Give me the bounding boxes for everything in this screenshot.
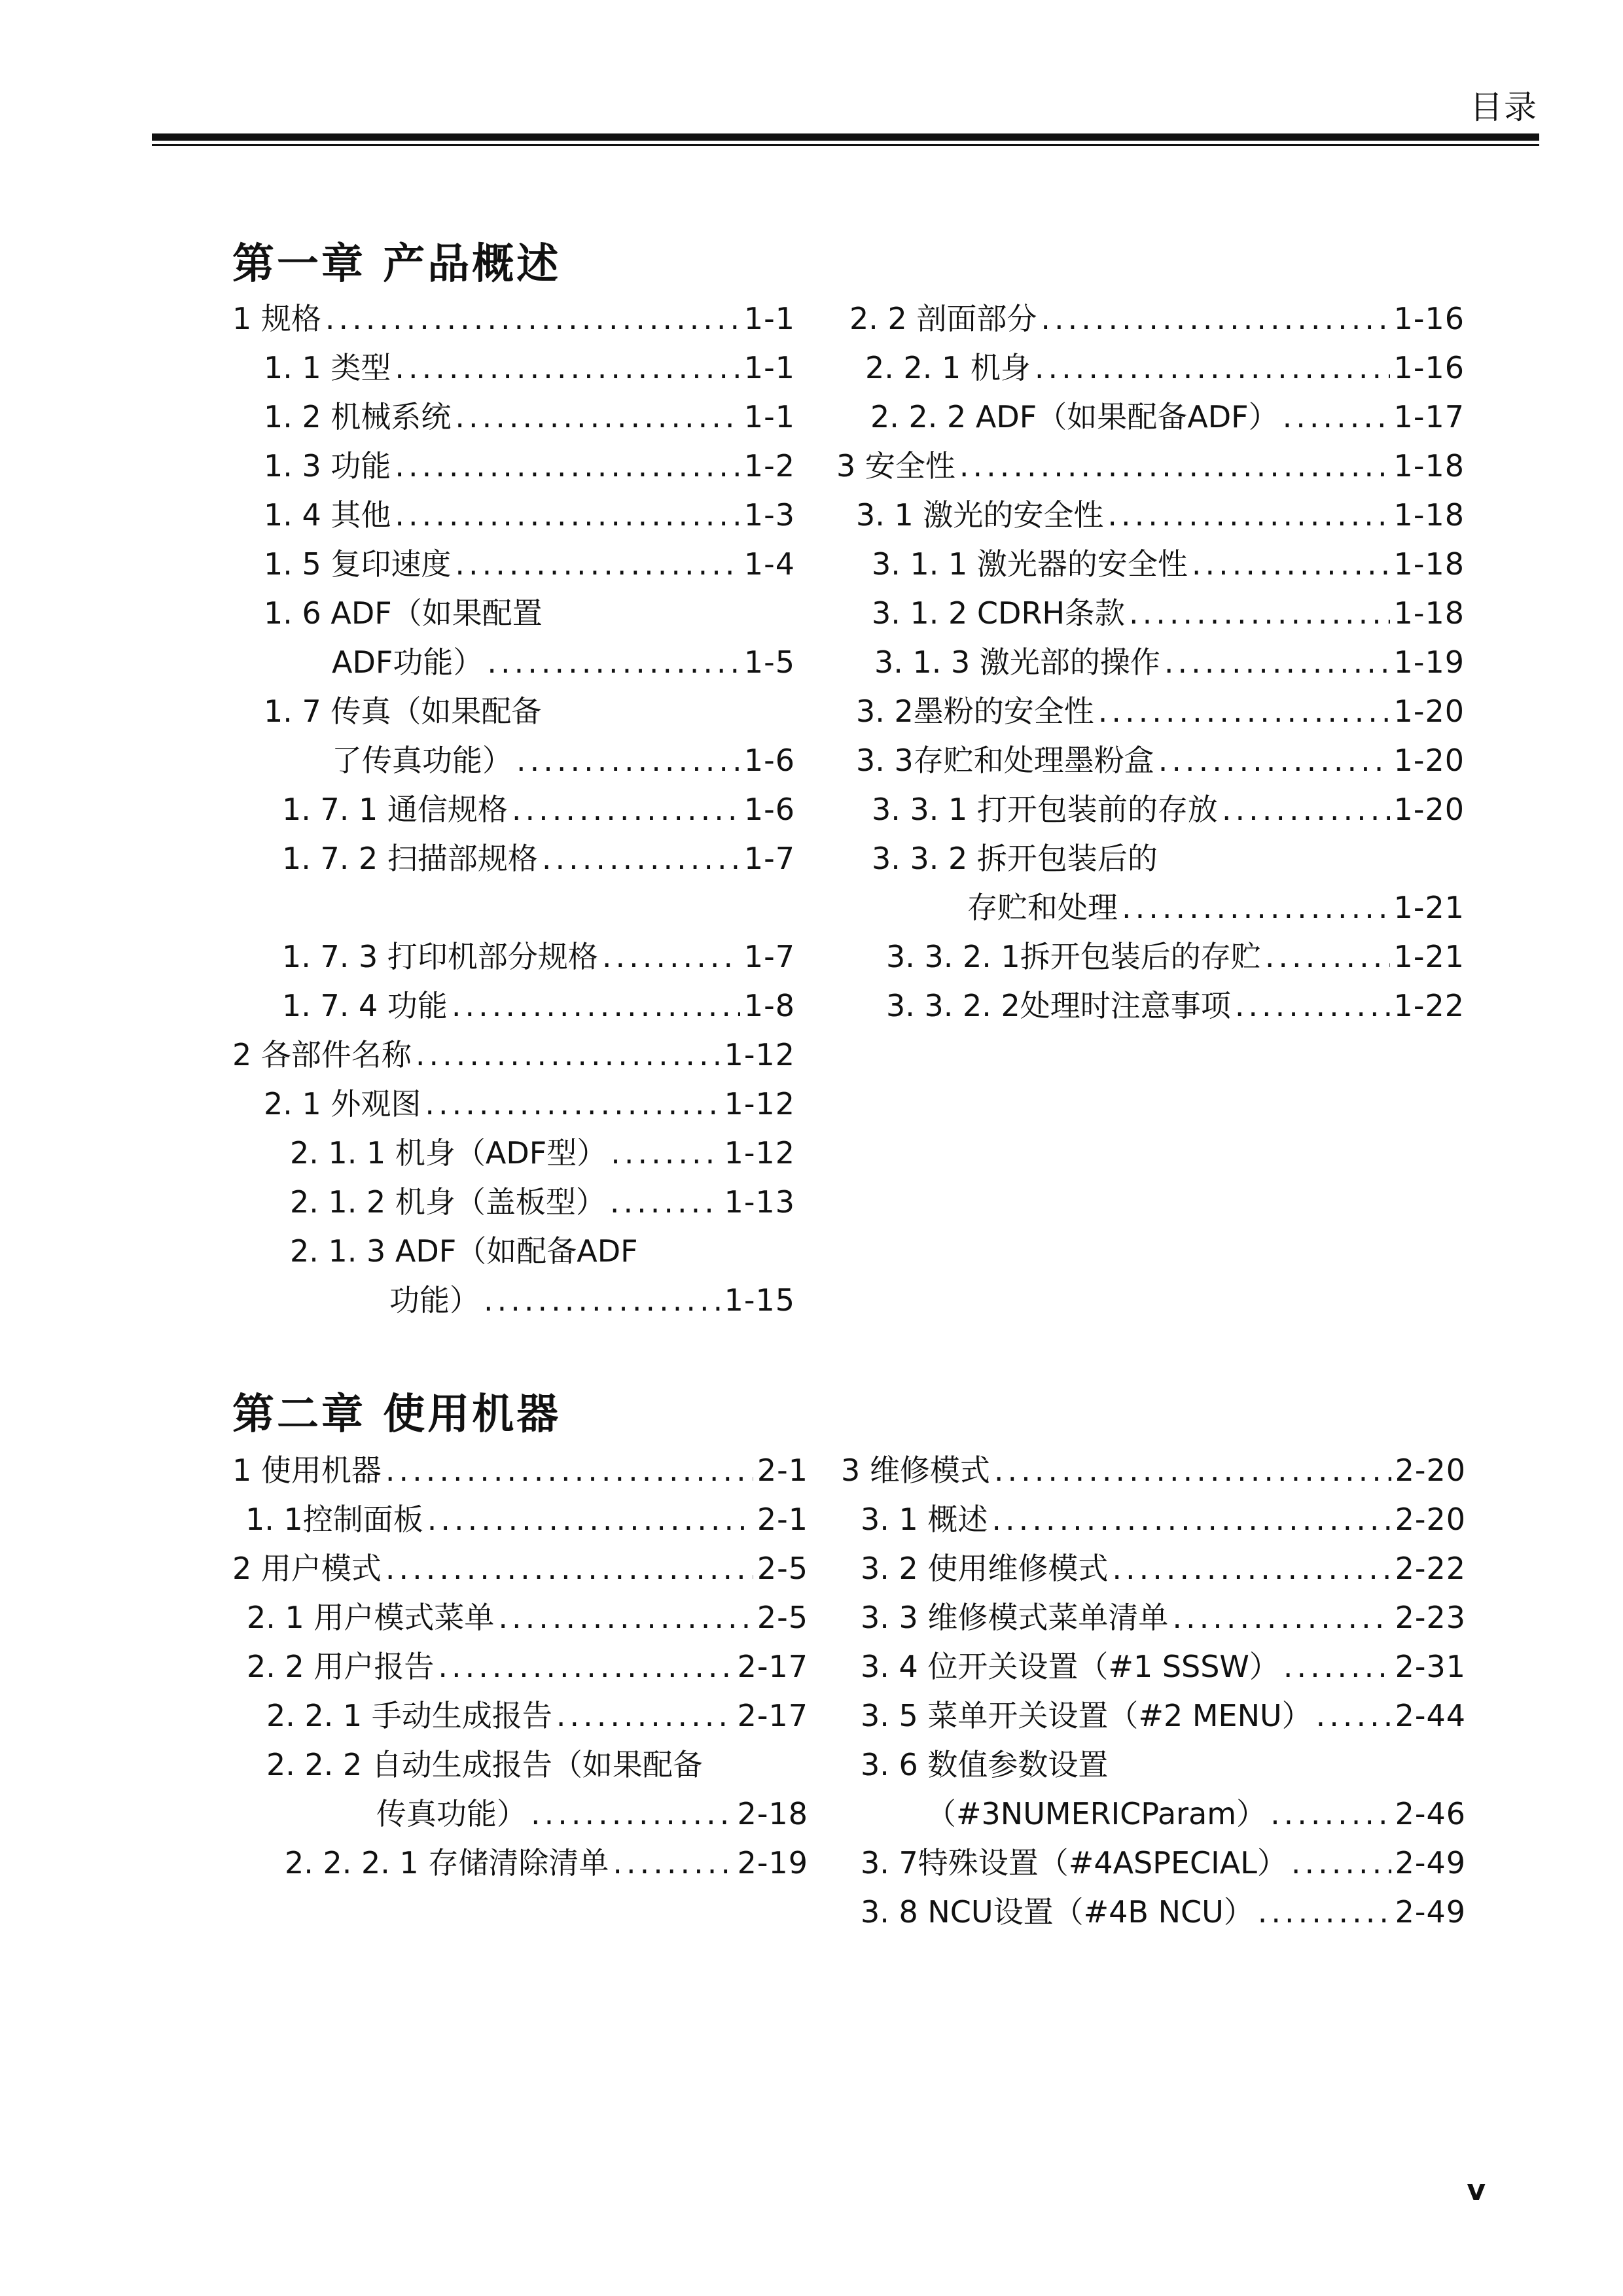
- toc-dot-leader: [1283, 394, 1390, 440]
- toc-entry-label: 3. 2墨粉的安全性: [856, 694, 1094, 729]
- toc-page-number: 2-5: [757, 1600, 808, 1635]
- toc-entry: [836, 443, 1465, 489]
- toc-page-number: 2-23: [1395, 1600, 1466, 1635]
- toc-dot-leader: [531, 1791, 734, 1837]
- toc-dot-leader: [1098, 688, 1390, 734]
- toc-page-number: 1-8: [743, 988, 795, 1023]
- toc-page-number: 1-18: [1393, 595, 1465, 631]
- toc-page-number: 2-20: [1395, 1502, 1466, 1537]
- toc-dot-leader: [1035, 345, 1390, 391]
- toc-entry-label: 3 维修模式: [841, 1453, 990, 1488]
- toc-entry: [264, 492, 795, 538]
- toc-entry-label: 1. 4 其他: [264, 497, 391, 533]
- toc-dot-leader: [516, 737, 740, 783]
- toc-entry: [861, 1889, 1466, 1935]
- toc-page-number: 1-20: [1393, 743, 1465, 778]
- toc-entry-label: 3. 3存贮和处理墨粉盒: [856, 743, 1154, 778]
- toc-dot-leader: [416, 1032, 721, 1078]
- toc-entry: [849, 296, 1465, 342]
- toc-entry-label: 2 用户模式: [232, 1551, 382, 1586]
- toc-entry-label: 1. 7 传真（如果配备: [264, 694, 542, 729]
- toc-entry-label: 3. 8 NCU设置（#4B NCU）: [861, 1894, 1254, 1930]
- toc-entry-label: 3. 6 数值参数设置: [861, 1747, 1109, 1782]
- toc-entry-label: 1. 5 复印速度: [264, 546, 452, 582]
- toc-entry: [266, 1742, 808, 1788]
- toc-dot-leader: [1283, 1644, 1391, 1689]
- header-rule-thin: [152, 144, 1539, 146]
- toc-entry-label: 3. 1. 1 激光器的安全性: [872, 546, 1188, 582]
- toc-page-number: 2-22: [1395, 1551, 1466, 1586]
- toc-page-number: 1-18: [1393, 448, 1465, 484]
- toc-dot-leader: [994, 1447, 1391, 1493]
- toc-dot-leader: [512, 786, 740, 832]
- toc-dot-leader: [425, 1081, 720, 1127]
- chapter-1-title: 第一章 产品概述: [232, 240, 562, 289]
- toc-page-number: 1-2: [743, 448, 795, 484]
- toc-entry: [861, 1545, 1466, 1591]
- toc-page-number: 1-12: [724, 1086, 795, 1122]
- toc-dot-leader: [1112, 1545, 1391, 1591]
- toc-page-number: 2-5: [757, 1551, 808, 1586]
- toc-dot-leader: [484, 1277, 721, 1323]
- toc-entry-label: 2. 2. 2 自动生成报告（如果配备: [266, 1747, 703, 1782]
- toc-entry-label: 3. 1 概述: [861, 1502, 988, 1537]
- toc-dot-leader: [1316, 1693, 1391, 1739]
- toc-dot-leader: [610, 1179, 721, 1225]
- toc-entry: [266, 1693, 808, 1739]
- toc-dot-leader: [1164, 639, 1390, 685]
- toc-entry-label: 1. 6 ADF（如果配置: [264, 595, 543, 631]
- toc-page-number: 2-1: [757, 1453, 808, 1488]
- toc-entry: [886, 983, 1465, 1029]
- toc-page-number: 2-17: [737, 1698, 808, 1733]
- toc-entry: [290, 1179, 795, 1225]
- toc-page-number: 1-12: [724, 1037, 795, 1072]
- toc-page-number: 1-18: [1393, 497, 1465, 533]
- toc-entry-label: 2 各部件名称: [232, 1037, 412, 1072]
- toc-dot-leader: [455, 541, 740, 587]
- toc-page-number: 2-19: [737, 1845, 808, 1881]
- toc-entry-label: 3. 3 维修模式菜单清单: [861, 1600, 1169, 1635]
- toc-entry: [870, 394, 1465, 440]
- chapter-2-title: 第二章 使用机器: [232, 1390, 562, 1439]
- toc-page-number: 1-4: [743, 546, 795, 582]
- toc-entry: [856, 492, 1465, 538]
- toc-page-number: 1-12: [724, 1135, 795, 1171]
- toc-entry-label: 3. 4 位开关设置（#1 SSSW）: [861, 1649, 1279, 1684]
- toc-dot-leader: [427, 1496, 753, 1542]
- toc-entry: [886, 934, 1465, 980]
- toc-entry: [264, 541, 795, 587]
- toc-page-number: 1-16: [1393, 350, 1465, 385]
- toc-dot-leader: [395, 345, 740, 391]
- toc-page-number: 1-22: [1393, 988, 1465, 1023]
- toc-entry-label: 3. 2 使用维修模式: [861, 1551, 1109, 1586]
- toc-entry: [389, 1277, 795, 1323]
- toc-entry: [967, 885, 1465, 930]
- toc-page-number: 1-7: [743, 939, 795, 974]
- toc-page-number: 1-5: [743, 645, 795, 680]
- toc-entry: [264, 443, 795, 489]
- toc-page-number: 1-20: [1393, 792, 1465, 827]
- toc-entry-label: 1 使用机器: [232, 1453, 382, 1488]
- toc-page-number: 1-21: [1393, 939, 1465, 974]
- toc-entry: [861, 1644, 1466, 1689]
- toc-page-number: 1-1: [743, 350, 795, 385]
- toc-entry: [290, 1130, 795, 1176]
- toc-entry: [282, 934, 795, 980]
- toc-entry: [872, 590, 1465, 636]
- toc-page-number: 2-17: [737, 1649, 808, 1684]
- toc-page-number: 1-15: [724, 1282, 795, 1318]
- toc-page-number: 1-16: [1393, 301, 1465, 336]
- toc-dot-leader: [959, 443, 1390, 489]
- toc-entry: [841, 1447, 1466, 1493]
- toc-entry-label: 2. 1 外观图: [264, 1086, 421, 1122]
- toc-entry-label: ADF功能）: [332, 645, 484, 680]
- toc-page-number: 1-17: [1393, 399, 1465, 434]
- toc-page-number: 1-18: [1393, 546, 1465, 582]
- toc-dot-leader: [1158, 737, 1390, 783]
- toc-entry-label: 1. 7. 1 通信规格: [282, 792, 508, 827]
- toc-page-number: 1-21: [1393, 890, 1465, 925]
- toc-dot-leader: [1192, 541, 1390, 587]
- toc-entry: [376, 1791, 808, 1837]
- toc-page-number: 2-49: [1395, 1845, 1466, 1881]
- toc-entry-label: 传真功能）: [376, 1796, 527, 1831]
- toc-entry-label: 2. 2. 2. 1 存储清除清单: [285, 1845, 609, 1881]
- toc-entry-label: 1. 2 机械系统: [264, 399, 452, 434]
- toc-entry-label: 2. 2 用户报告: [247, 1649, 435, 1684]
- toc-entry-label: 1. 1控制面板: [245, 1502, 423, 1537]
- toc-page-number: 2-31: [1395, 1649, 1466, 1684]
- toc-entry-label: 功能）: [389, 1282, 480, 1318]
- toc-entry: [872, 836, 1465, 881]
- toc-dot-leader: [438, 1644, 733, 1689]
- toc-entry: [332, 639, 795, 685]
- toc-dot-leader: [1265, 934, 1390, 980]
- toc-dot-leader: [1172, 1595, 1391, 1640]
- toc-dot-leader: [1258, 1889, 1391, 1935]
- toc-dot-leader: [385, 1447, 753, 1493]
- toc-dot-leader: [1222, 786, 1390, 832]
- toc-dot-leader: [613, 1840, 733, 1886]
- toc-entry-label: 2. 1 用户模式菜单: [247, 1600, 495, 1635]
- toc-entry: [282, 983, 795, 1029]
- toc-page-number: 1-3: [743, 497, 795, 533]
- toc-entry: [926, 1791, 1466, 1837]
- toc-entry: [856, 688, 1465, 734]
- toc-entry-label: 3. 1 激光的安全性: [856, 497, 1104, 533]
- toc-dot-leader: [487, 639, 740, 685]
- toc-entry: [247, 1644, 808, 1689]
- toc-entry-label: 2. 2. 1 手动生成报告: [266, 1698, 552, 1733]
- toc-page-number: 1-7: [743, 841, 795, 876]
- toc-entry: [264, 1081, 795, 1127]
- toc-dot-leader: [602, 934, 740, 980]
- toc-entry-label: 存贮和处理: [967, 890, 1118, 925]
- toc-dot-leader: [556, 1693, 734, 1739]
- toc-entry: [865, 345, 1465, 391]
- toc-dot-leader: [1122, 885, 1390, 930]
- toc-entry: [872, 541, 1465, 587]
- toc-entry: [282, 786, 795, 832]
- toc-entry-label: 3. 3. 1 打开包装前的存放: [872, 792, 1218, 827]
- toc-entry: [861, 1742, 1466, 1788]
- running-header-title: 目录: [1470, 88, 1538, 126]
- toc-dot-leader: [395, 492, 740, 538]
- toc-dot-leader: [611, 1130, 720, 1176]
- toc-entry: [861, 1496, 1466, 1542]
- toc-entry-label: 2. 2. 2 ADF（如果配备ADF）: [870, 399, 1279, 434]
- toc-dot-leader: [542, 836, 740, 881]
- toc-dot-leader: [385, 1545, 753, 1591]
- toc-entry-label: 1 规格: [232, 301, 321, 336]
- toc-entry: [282, 836, 795, 881]
- toc-page-number: 2-44: [1395, 1698, 1466, 1733]
- page-number: v: [1467, 2174, 1486, 2207]
- toc-entry-label: 3. 1. 3 激光部的操作: [874, 645, 1160, 680]
- toc-entry: [332, 737, 795, 783]
- toc-dot-leader: [991, 1496, 1391, 1542]
- toc-entry-label: 3. 5 菜单开关设置（#2 MENU）: [861, 1698, 1312, 1733]
- toc-page-number: 1-6: [743, 792, 795, 827]
- toc-page-number: 1-1: [743, 301, 795, 336]
- toc-dot-leader: [498, 1595, 753, 1640]
- toc-entry: [290, 1228, 795, 1274]
- toc-entry: [264, 688, 795, 734]
- toc-page-number: 2-20: [1395, 1453, 1466, 1488]
- toc-entry-label: 1. 7. 4 功能: [282, 988, 448, 1023]
- toc-entry: [856, 737, 1465, 783]
- toc-entry: [247, 1595, 808, 1640]
- toc-entry-label: 3. 1. 2 CDRH条款: [872, 595, 1126, 631]
- toc-entry-label: 1. 7. 3 打印机部分规格: [282, 939, 598, 974]
- toc-dot-leader: [325, 296, 740, 342]
- toc-entry-label: 2. 1. 3 ADF（如配备ADF: [290, 1233, 638, 1269]
- toc-page-number: 2-46: [1395, 1796, 1466, 1831]
- toc-entry: [861, 1840, 1466, 1886]
- toc-entry-label: 2. 1. 1 机身（ADF型）: [290, 1135, 607, 1171]
- header-rule: [152, 133, 1539, 141]
- toc-entry-label: 2. 2. 1 机身: [865, 350, 1031, 385]
- toc-entry: [232, 1545, 808, 1591]
- toc-entry-label: 2. 2 剖面部分: [849, 301, 1037, 336]
- toc-entry: [232, 1447, 808, 1493]
- toc-entry: [264, 590, 795, 636]
- toc-dot-leader: [395, 443, 740, 489]
- toc-page-number: 1-19: [1393, 645, 1465, 680]
- toc-entry: [861, 1595, 1466, 1640]
- toc-page-number: 2-49: [1395, 1894, 1466, 1930]
- toc-entry-label: 2. 1. 2 机身（盖板型）: [290, 1184, 606, 1220]
- toc-entry: [232, 296, 795, 342]
- toc-page-number: 2-18: [737, 1796, 808, 1831]
- toc-entry: [874, 639, 1465, 685]
- toc-entry-label: 3. 7特殊设置（#4ASPECIAL）: [861, 1845, 1287, 1881]
- toc-entry-label: 1. 1 类型: [264, 350, 391, 385]
- toc-page-number: 1-13: [724, 1184, 795, 1220]
- toc-entry-label: 3 安全性: [836, 448, 955, 484]
- toc-dot-leader: [1291, 1840, 1391, 1886]
- toc-entry: [264, 345, 795, 391]
- toc-dot-leader: [1129, 590, 1390, 636]
- toc-entry-label: （#3NUMERICParam）: [926, 1796, 1267, 1831]
- toc-entry-label: 1. 3 功能: [264, 448, 391, 484]
- toc-page-number: 1-1: [743, 399, 795, 434]
- toc-dot-leader: [1041, 296, 1389, 342]
- toc-entry-label: 3. 3. 2. 2处理时注意事项: [886, 988, 1231, 1023]
- toc-page-number: 1-20: [1393, 694, 1465, 729]
- toc-entry: [872, 786, 1465, 832]
- toc-dot-leader: [1107, 492, 1389, 538]
- toc-dot-leader: [1235, 983, 1390, 1029]
- toc-entry: [232, 1032, 795, 1078]
- toc-entry: [285, 1840, 808, 1886]
- toc-page-number: 2-1: [757, 1502, 808, 1537]
- toc-entry-label: 3. 3. 2. 1拆开包装后的存贮: [886, 939, 1261, 974]
- toc-entry-label: 3. 3. 2 拆开包装后的: [872, 841, 1158, 876]
- toc-entry-label: 了传真功能）: [332, 743, 512, 778]
- toc-entry: [245, 1496, 808, 1542]
- toc-page-number: 1-6: [743, 743, 795, 778]
- toc-dot-leader: [452, 983, 740, 1029]
- toc-dot-leader: [1270, 1791, 1391, 1837]
- toc-entry: [264, 394, 795, 440]
- toc-entry: [861, 1693, 1466, 1739]
- toc-dot-leader: [455, 394, 740, 440]
- toc-entry-label: 1. 7. 2 扫描部规格: [282, 841, 538, 876]
